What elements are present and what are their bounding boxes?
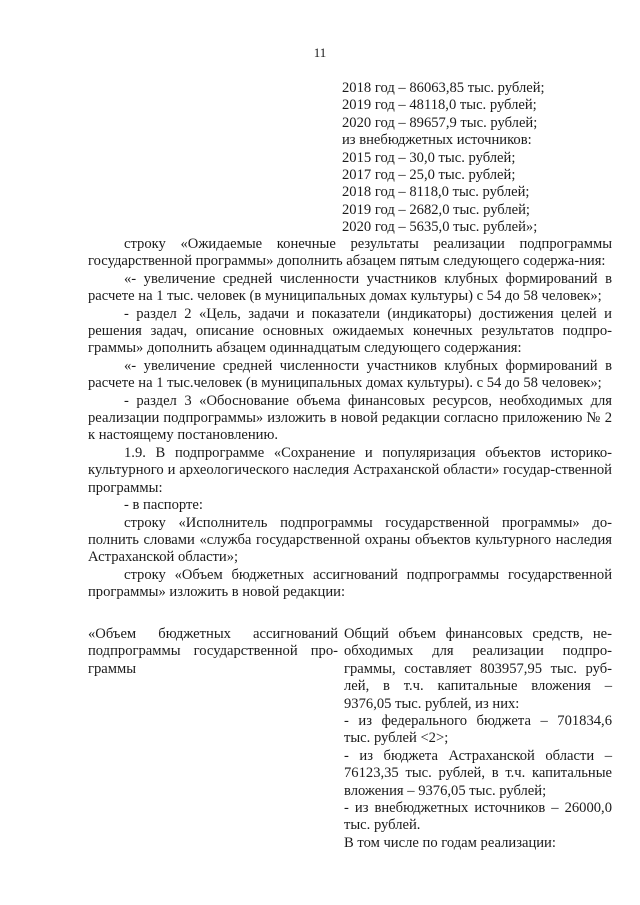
- table-right-paragraph: В том числе по годам реализации:: [344, 834, 556, 851]
- paragraph: «- увеличение средней численности участников клубных формирований в расчете на 1 тыс.человек (в муниципальных домах культуры). с 54 до 58 человек»;: [88, 357, 612, 392]
- paragraph: - в паспорте:: [124, 497, 203, 514]
- funding-line: 2017 год – 25,0 тыс. рублей;: [342, 167, 516, 184]
- paragraph: строку «Исполнитель подпрограммы государственной программы» до-полнить словами «служба государственной охраны объектов культурного наследия Астраханской области»;: [88, 514, 612, 566]
- paragraph: «- увеличение средней численности участников клубных формирований в расчете на 1 тыс. человек (в муниципальных домах культуры) с 54 до 58 человек»;: [88, 270, 612, 305]
- funding-line: 2019 год – 2682,0 тыс. рублей;: [342, 201, 530, 218]
- funding-list: [342, 80, 612, 237]
- funding-line: из внебюджетных источников:: [342, 132, 532, 149]
- table-right-paragraph: Общий объем финансовых средств, не-обходимых для реализации подпро-граммы, составляет 803957,95 тыс. руб-лей, в т.ч. капитальные вложения – 9376,05 тыс. рублей, из них:: [344, 626, 612, 712]
- table-right-paragraph: - из бюджета Астраханской области – 76123,35 тыс. рублей, в т.ч. капитальные вложения – 9376,05 тыс. рублей;: [344, 747, 612, 799]
- funding-line: 2020 год – 5635,0 тыс. рублей»;: [342, 219, 538, 236]
- table-left-cell: «Объем бюджетных ассигнований подпрограммы государственной про-граммы: [88, 626, 338, 677]
- funding-line: 2020 год – 89657,9 тыс. рублей;: [342, 114, 538, 131]
- paragraph: строку «Ожидаемые конечные результаты реализации подпрограммы государственной программы» дополнить абзацем пятым следующего содержа-ния:: [88, 236, 612, 270]
- page-number: 11: [313, 45, 327, 60]
- paragraph: 1.9. В подпрограмме «Сохранение и популяризация объектов историко-культурного и археологического наследия Астраханской области» государ-ственной программы:: [88, 444, 612, 496]
- table-right-cell: [344, 626, 612, 852]
- body-text: [88, 236, 612, 602]
- table-right-paragraph: - из федерального бюджета – 701834,6 тыс. рублей <2>;: [344, 713, 612, 747]
- funding-line: 2015 год – 30,0 тыс. рублей;: [342, 149, 516, 166]
- paragraph: - раздел 2 «Цель, задачи и показатели (индикаторы) достижения целей и решения задач, описание основных ожидаемых конечных результатов подпро-граммы» дополнить абзацем одиннадцатым следующего содержания:: [88, 305, 612, 357]
- paragraph: - раздел 3 «Обоснование объема финансовых ресурсов, необходимых для реализации подпрограммы» изложить в новой редакции согласно приложению № 2 к настоящему постановлению.: [88, 392, 612, 444]
- table-right-paragraph: - из внебюджетных источников – 26000,0 тыс. рублей.: [344, 800, 612, 834]
- funding-line: 2018 год – 8118,0 тыс. рублей;: [342, 184, 530, 201]
- paragraph: строку «Объем бюджетных ассигнований подпрограммы государственной программы» изложить в новой редакции:: [88, 566, 612, 601]
- funding-line: 2018 год – 86063,85 тыс. рублей;: [342, 80, 545, 96]
- funding-line: 2019 год – 48118,0 тыс. рублей;: [342, 97, 537, 114]
